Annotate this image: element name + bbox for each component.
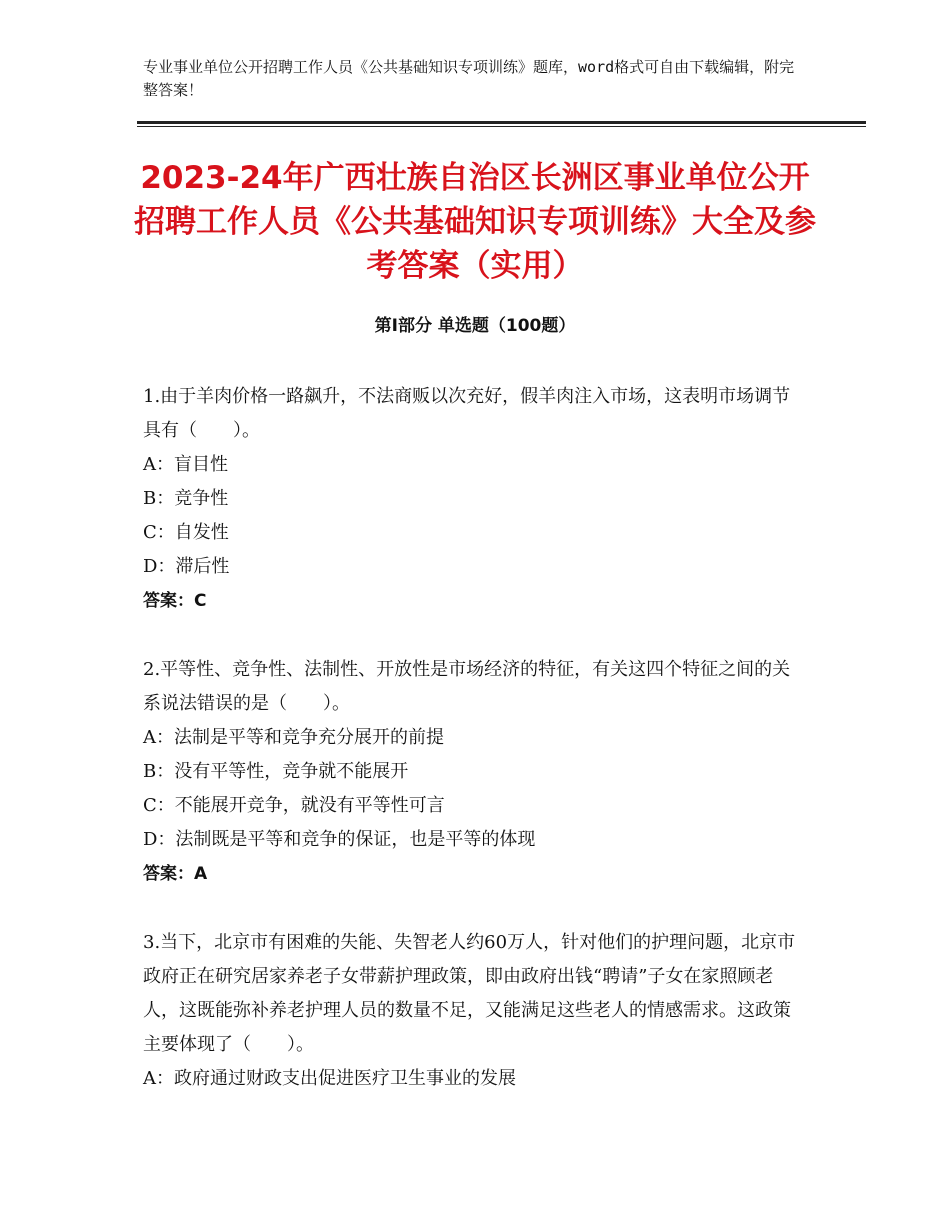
question-stem: 1.由于羊肉价格一路飙升，不法商贩以次充好，假羊肉注入市场，这表明市场调节具有（ ）。 [143,386,791,441]
document-title: 2023-24年广西壮族自治区长洲区事业单位公开招聘工作人员《公共基础知识专项训练》大全及参考答案（实用） [134,160,816,284]
question-stem: 2.平等性、竞争性、法制性、开放性是市场经济的特征，有关这四个特征之间的关系说法错误的是（ ）。 [143,659,791,714]
question-option-a: A：盲目性 [143,454,228,475]
question-option-c: C：不能展开竞争，就没有平等性可言 [143,795,445,816]
question-option-b: B：竞争性 [143,488,229,509]
header-rule-thin [137,126,866,127]
question-block-3 [143,926,808,1096]
header-note: 专业事业单位公开招聘工作人员《公共基础知识专项训练》题库，word格式可自由下载编辑，附完整答案！ [143,58,795,99]
question-block-2 [143,653,808,891]
question-option-d: D：法制既是平等和竞争的保证，也是平等的体现 [143,829,536,850]
question-option-b: B：没有平等性，竞争就不能展开 [143,761,409,782]
question-stem: 3.当下，北京市有困难的失能、失智老人约60万人，针对他们的护理问题，北京市政府正在研究居家养老子女带薪护理政策，即由政府出钱“聘请”子女在家照顾老人，这既能弥补养老护理人员的数量不足，又能满足这些老人的情感需求。这政策主要体现了（ ）。 [143,932,796,1055]
answer-line: 答案：A [143,864,208,884]
section-heading: 第I部分 单选题（100题） [374,316,576,336]
header-rule-thick [137,121,866,124]
question-option-a: A：法制是平等和竞争充分展开的前提 [143,727,444,748]
question-option-c: C：自发性 [143,522,229,543]
question-option-a: A：政府通过财政支出促进医疗卫生事业的发展 [143,1068,516,1089]
question-option-d: D：滞后性 [143,556,230,577]
answer-line: 答案：C [143,591,207,611]
question-block-1 [143,380,808,618]
